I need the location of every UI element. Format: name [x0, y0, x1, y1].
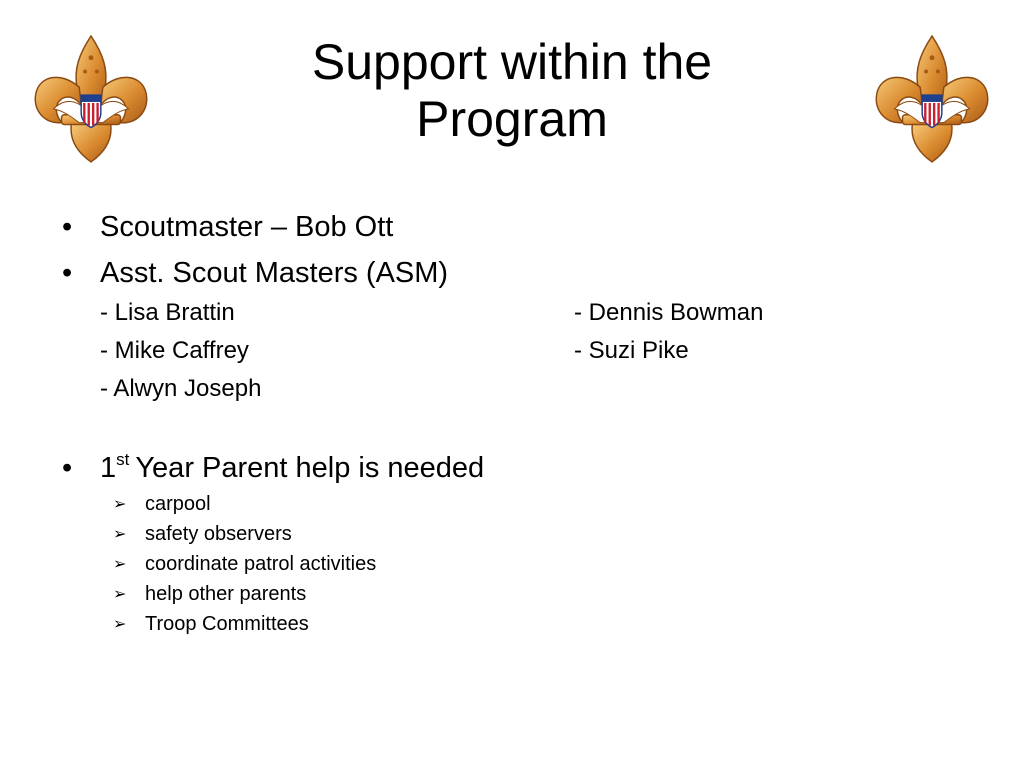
asm-name: - Alwyn Joseph	[100, 375, 262, 402]
slide-title-line-2: Program	[416, 91, 608, 147]
bullet-first-year-parent	[62, 451, 484, 485]
slide-title-line-1: Support within the	[311, 34, 713, 90]
arrow-bullet-icon: ➢	[113, 616, 127, 633]
bullet-asm	[62, 256, 448, 290]
arrow-bullet-icon: ➢	[113, 496, 127, 513]
help-item-text: coordinate patrol activities	[145, 553, 377, 575]
bullet-ordinal-suffix: st	[116, 450, 130, 469]
asm-name: - Suzi Pike	[574, 337, 689, 364]
bullet-dot-icon: •	[62, 257, 73, 289]
fleur-de-lis-emblem-icon	[32, 32, 150, 166]
bullet-dot-icon: •	[62, 211, 73, 243]
help-item-text: carpool	[145, 493, 211, 515]
bullet-number: 1	[100, 452, 117, 484]
asm-name: - Lisa Brattin	[100, 299, 235, 326]
bullet-text: Year Parent help is needed	[135, 452, 485, 484]
arrow-bullet-icon: ➢	[113, 526, 127, 543]
bullet-dot-icon: •	[62, 452, 73, 484]
help-item	[113, 522, 292, 547]
bullet-scoutmaster	[62, 210, 393, 244]
fleur-de-lis-emblem-icon	[873, 32, 991, 166]
help-item-text: Troop Committees	[145, 613, 309, 635]
asm-name: - Mike Caffrey	[100, 337, 249, 364]
asm-name: - Dennis Bowman	[574, 299, 764, 326]
slide-title	[212, 34, 812, 148]
help-item-text: safety observers	[145, 523, 292, 545]
help-item-text: help other parents	[145, 583, 307, 605]
help-item	[113, 582, 306, 607]
help-item	[113, 612, 309, 637]
help-item	[113, 552, 376, 577]
arrow-bullet-icon: ➢	[113, 556, 127, 573]
arrow-bullet-icon: ➢	[113, 586, 127, 603]
help-item	[113, 492, 211, 517]
bullet-text: Scoutmaster – Bob Ott	[100, 211, 394, 243]
bullet-text: Asst. Scout Masters (ASM)	[100, 257, 449, 289]
